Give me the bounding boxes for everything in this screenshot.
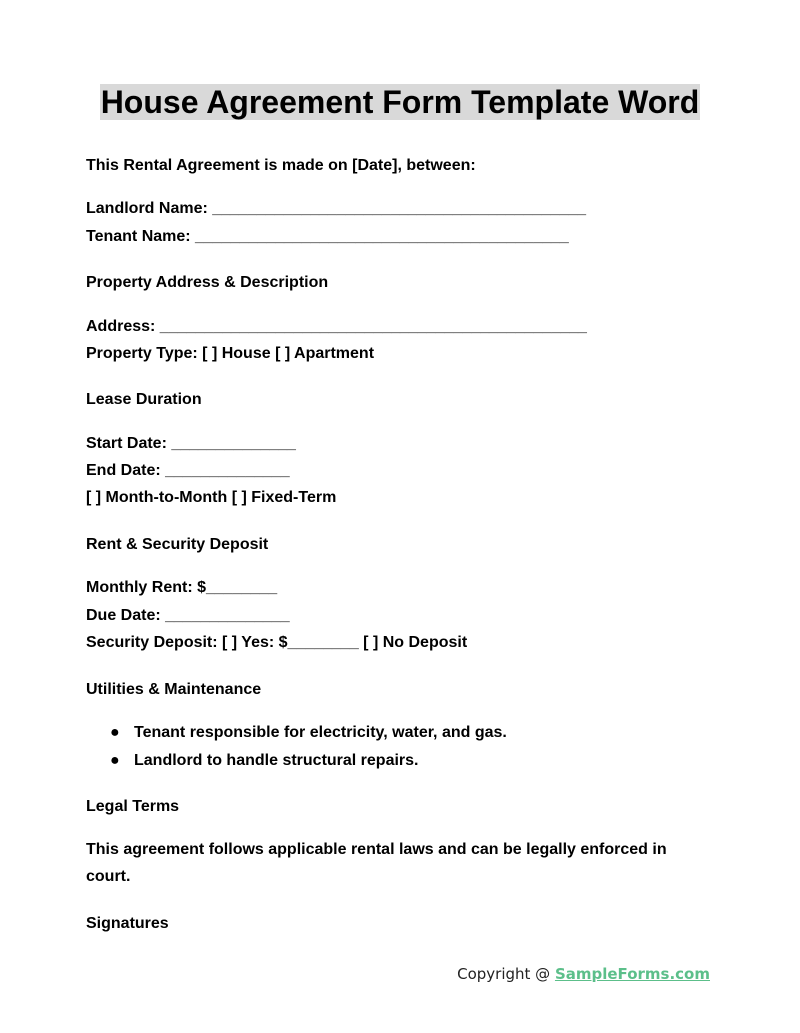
copyright-footer: Copyright @ SampleForms.com bbox=[457, 965, 710, 983]
list-item: ● Landlord to handle structural repairs. bbox=[110, 752, 419, 769]
intro-text: This Rental Agreement is made on [Date], between: bbox=[86, 157, 476, 174]
heading-lease: Lease Duration bbox=[86, 391, 202, 408]
monthly-rent-field: Monthly Rent: $________ bbox=[86, 579, 278, 596]
heading-utilities: Utilities & Maintenance bbox=[86, 681, 262, 698]
sampleforms-link[interactable]: SampleForms.com bbox=[554, 965, 710, 983]
legal-text: This agreement follows applicable rental laws and can be legally enforced in court. bbox=[86, 841, 667, 885]
heading-signatures: Signatures bbox=[86, 915, 169, 932]
bullet-icon: ● bbox=[110, 752, 120, 769]
landlord-name-field: Landlord Name: __________________________________________ bbox=[86, 200, 586, 217]
tenant-name-field: Tenant Name: __________________________________________ bbox=[86, 228, 569, 245]
heading-legal: Legal Terms bbox=[86, 798, 180, 815]
list-item: ● Tenant responsible for electricity, water, and gas. bbox=[110, 724, 507, 741]
security-deposit-field: Security Deposit: [ ] Yes: $________ [ ] No Deposit bbox=[86, 634, 468, 651]
bullet-icon: ● bbox=[110, 724, 120, 741]
due-date-field: Due Date: ______________ bbox=[86, 607, 290, 624]
address-field: Address: ________________________________________________ bbox=[86, 318, 587, 335]
document-title: House Agreement Form Template Word bbox=[100, 84, 700, 120]
end-date-field: End Date: ______________ bbox=[86, 462, 290, 479]
term-options: [ ] Month-to-Month [ ] Fixed-Term bbox=[86, 489, 337, 506]
heading-property: Property Address & Description bbox=[86, 274, 329, 291]
heading-rent: Rent & Security Deposit bbox=[86, 536, 269, 553]
start-date-field: Start Date: ______________ bbox=[86, 435, 296, 452]
property-type-field: Property Type: [ ] House [ ] Apartment bbox=[86, 345, 375, 362]
